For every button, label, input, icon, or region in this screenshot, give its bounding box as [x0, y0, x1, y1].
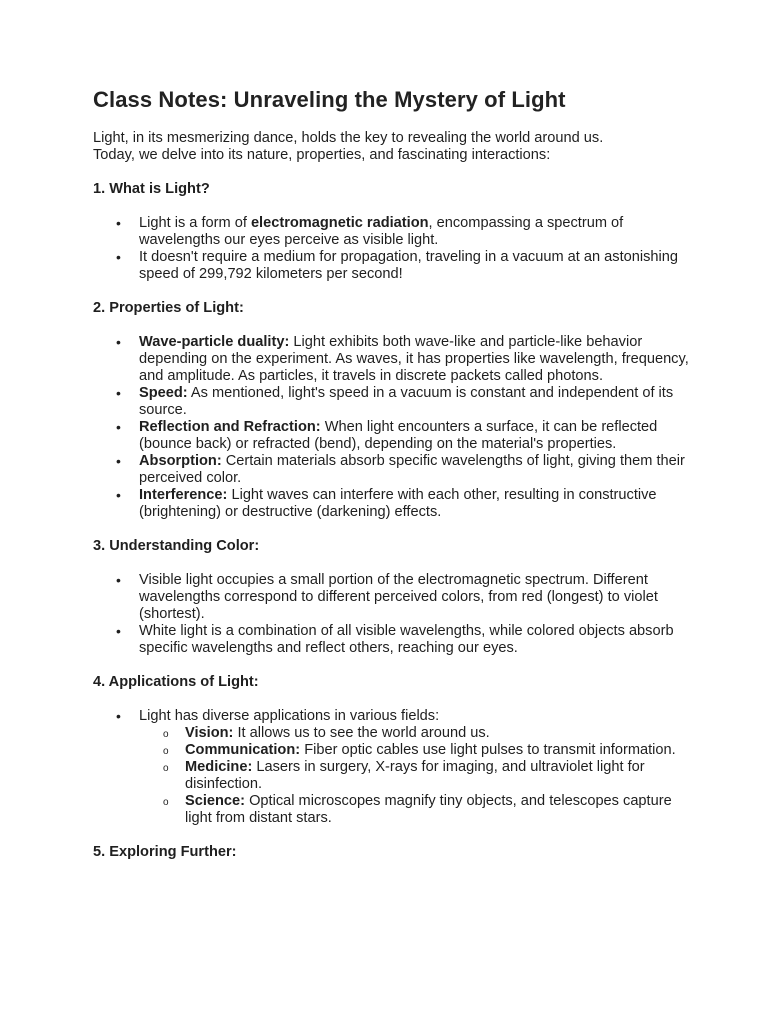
intro-line-1: Light, in its mesmerizing dance, holds the key to revealing the world around us.	[93, 130, 604, 146]
page-title: Class Notes: Unraveling the Mystery of Light	[93, 87, 566, 112]
list-item-bold: Wave-particle duality:	[139, 334, 290, 350]
sub-item-bold: Science:	[185, 793, 246, 809]
document-page	[93, 86, 693, 861]
section-3-list	[93, 572, 693, 657]
sub-item-text: It allows us to see the world around us.	[233, 725, 490, 741]
list-item	[139, 708, 693, 827]
section-heading-what-is-light: 1. What is Light?	[93, 181, 210, 197]
section-heading-properties: 2. Properties of Light:	[93, 300, 244, 316]
list-item	[139, 385, 693, 419]
section-heading-applications: 4. Applications of Light:	[93, 674, 259, 690]
sub-list	[139, 725, 693, 827]
list-item-text: White light is a combination of all visible wavelengths, while colored objects absorb specific wavelengths and reflect others, reaching our eyes.	[139, 623, 674, 656]
list-item-bold: Reflection and Refraction:	[139, 419, 321, 435]
section-4-list	[93, 708, 693, 827]
sub-list-item	[185, 759, 693, 793]
intro-line-2: Today, we delve into its nature, properties, and fascinating interactions:	[93, 147, 551, 163]
list-item	[139, 453, 693, 487]
list-item-text: Light exhibits both wave-like and particle-like behavior depending on the experiment. As waves, it has properties like wavelength, frequency, and amplitude. As particles, it travels in discrete packets called photons.	[139, 334, 689, 384]
list-item	[139, 334, 693, 385]
section-2-list	[93, 334, 693, 521]
sub-list-item	[185, 742, 693, 759]
list-item-bold: Speed:	[139, 385, 188, 401]
sub-item-text: Fiber optic cables use light pulses to transmit information.	[300, 742, 676, 758]
list-item-text: , encompassing a spectrum of wavelengths our eyes perceive as visible light.	[139, 215, 624, 248]
list-item	[139, 572, 693, 623]
sub-list-item	[185, 725, 693, 742]
intro-paragraph	[93, 130, 693, 164]
list-item-bold: Interference:	[139, 487, 228, 503]
list-item-text: It doesn't require a medium for propagation, traveling in a vacuum at an astonishing speed of 299,792 kilometers per second!	[139, 249, 679, 282]
list-item	[139, 487, 693, 521]
sub-item-bold: Vision:	[185, 725, 234, 741]
sub-item-text: Lasers in surgery, X-rays for imaging, and ultraviolet light for disinfection.	[185, 759, 645, 792]
list-item-text: As mentioned, light's speed in a vacuum is constant and independent of its source.	[139, 385, 674, 418]
list-item-text: Light waves can interfere with each other, resulting in constructive (brightening) or destructive (darkening) effects.	[139, 487, 657, 520]
section-heading-exploring-further: 5. Exploring Further:	[93, 844, 237, 860]
sub-list-item	[185, 793, 693, 827]
list-item	[139, 623, 693, 657]
list-item-text: Light is a form of	[139, 215, 251, 231]
list-item	[139, 215, 693, 249]
list-item	[139, 249, 693, 283]
list-item-text: Visible light occupies a small portion of the electromagnetic spectrum. Different wavelengths correspond to different perceived colors, from red (longest) to violet (shortest).	[139, 572, 658, 622]
sub-item-text: Optical microscopes magnify tiny objects, and telescopes capture light from distant stars.	[185, 793, 672, 826]
list-item-bold: electromagnetic radiation	[250, 215, 429, 231]
list-item-text: Certain materials absorb specific wavelengths of light, giving them their perceived color.	[139, 453, 685, 486]
sub-item-bold: Communication:	[185, 742, 301, 758]
section-1-list	[93, 215, 693, 283]
list-item	[139, 419, 693, 453]
section-heading-color: 3. Understanding Color:	[93, 538, 260, 554]
list-item-text: When light encounters a surface, it can be reflected (bounce back) or refracted (bend), depending on the material's properties.	[139, 419, 658, 452]
sub-item-bold: Medicine:	[185, 759, 253, 775]
list-item-bold: Absorption:	[139, 453, 222, 469]
list-item-text: Light has diverse applications in various fields:	[139, 708, 440, 724]
